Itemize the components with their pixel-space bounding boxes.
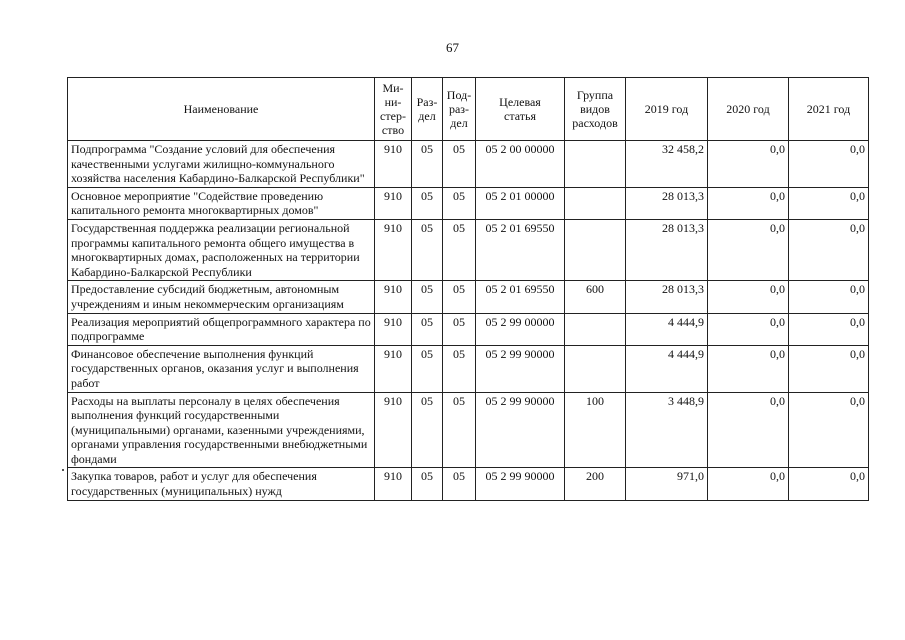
page-number: 67 bbox=[446, 40, 459, 55]
cell-subsection: 05 bbox=[443, 141, 476, 188]
cell-expense-group: 600 bbox=[565, 281, 626, 313]
table-row bbox=[68, 313, 869, 345]
header-name: Наименование bbox=[68, 78, 375, 141]
cell-2019: 3 448,9 bbox=[626, 392, 708, 468]
cell-name: Закупка товаров, работ и услуг для обеспечения государственных (муниципальных) нужд bbox=[68, 468, 375, 500]
cell-2019: 28 013,3 bbox=[626, 219, 708, 280]
cell-expense-group bbox=[565, 345, 626, 392]
cell-2019: 28 013,3 bbox=[626, 187, 708, 219]
cell-section: 05 bbox=[412, 392, 443, 468]
cell-expense-group bbox=[565, 141, 626, 188]
header-target-article-line: статья bbox=[504, 109, 536, 123]
cell-2020: 0,0 bbox=[708, 392, 789, 468]
cell-2021: 0,0 bbox=[789, 281, 869, 313]
cell-ministry: 910 bbox=[375, 141, 412, 188]
cell-2021: 0,0 bbox=[789, 187, 869, 219]
cell-name: Основное мероприятие "Содействие проведению капитального ремонта многоквартирных домов" bbox=[68, 187, 375, 219]
cell-expense-group: 200 bbox=[565, 468, 626, 500]
cell-2021: 0,0 bbox=[789, 392, 869, 468]
cell-ministry: 910 bbox=[375, 281, 412, 313]
cell-target-article: 05 2 99 90000 bbox=[476, 345, 565, 392]
table-row bbox=[68, 281, 869, 313]
cell-expense-group bbox=[565, 187, 626, 219]
cell-2019: 4 444,9 bbox=[626, 313, 708, 345]
cell-section: 05 bbox=[412, 219, 443, 280]
cell-ministry: 910 bbox=[375, 392, 412, 468]
cell-subsection: 05 bbox=[443, 219, 476, 280]
cell-subsection: 05 bbox=[443, 345, 476, 392]
table-header bbox=[68, 78, 869, 141]
header-row bbox=[68, 78, 869, 141]
cell-target-article: 05 2 99 00000 bbox=[476, 313, 565, 345]
cell-2019: 4 444,9 bbox=[626, 345, 708, 392]
cell-2020: 0,0 bbox=[708, 141, 789, 188]
table-row bbox=[68, 219, 869, 280]
cell-target-article: 05 2 01 69550 bbox=[476, 219, 565, 280]
cell-ministry: 910 bbox=[375, 468, 412, 500]
cell-expense-group bbox=[565, 313, 626, 345]
cell-name: Подпрограмма "Создание условий для обеспечения качественными услугами жилищно-коммунального хозяйства населения Кабардино-Балкарской Республики" bbox=[68, 141, 375, 188]
cell-2019: 28 013,3 bbox=[626, 281, 708, 313]
cell-ministry: 910 bbox=[375, 345, 412, 392]
header-expense-group-line: Группа bbox=[576, 88, 614, 102]
cell-subsection: 05 bbox=[443, 392, 476, 468]
header-target-article-line: Целевая bbox=[499, 95, 541, 109]
cell-2020: 0,0 bbox=[708, 468, 789, 500]
header-year-2020: 2020 год bbox=[708, 78, 789, 141]
header-expense-group bbox=[565, 78, 626, 141]
header-subsection-line: Под- bbox=[446, 88, 472, 102]
cell-name: Расходы на выплаты персоналу в целях обеспечения выполнения функций государственными (муниципальными) органами, казенными учреждениями, органами управления государственными внебюджетными фондами bbox=[68, 392, 375, 468]
header-target-article bbox=[476, 78, 565, 141]
header-ministry bbox=[375, 78, 412, 141]
cell-section: 05 bbox=[412, 187, 443, 219]
cell-2021: 0,0 bbox=[789, 141, 869, 188]
header-expense-group-line: расходов bbox=[572, 116, 618, 130]
table-row bbox=[68, 187, 869, 219]
cell-subsection: 05 bbox=[443, 187, 476, 219]
cell-name: Финансовое обеспечение выполнения функций государственных органов, оказания услуг и выполнения работ bbox=[68, 345, 375, 392]
cell-subsection: 05 bbox=[443, 468, 476, 500]
cell-section: 05 bbox=[412, 468, 443, 500]
cell-expense-group bbox=[565, 219, 626, 280]
cell-2019: 32 458,2 bbox=[626, 141, 708, 188]
header-section-line: Раз- bbox=[416, 95, 438, 109]
cell-ministry: 910 bbox=[375, 313, 412, 345]
header-section-line: дел bbox=[418, 109, 436, 123]
cell-target-article: 05 2 99 90000 bbox=[476, 468, 565, 500]
header-subsection-line: раз- bbox=[448, 102, 470, 116]
cell-name: Государственная поддержка реализации региональной программы капитального ремонта общего имущества в многоквартирных домах, расположенных на территории Кабардино-Балкарской Республики bbox=[68, 219, 375, 280]
cell-target-article: 05 2 99 90000 bbox=[476, 392, 565, 468]
header-subsection bbox=[443, 78, 476, 141]
budget-table bbox=[67, 77, 869, 501]
header-section bbox=[412, 78, 443, 141]
header-ministry-line: Ми- bbox=[382, 81, 404, 95]
cell-name: Реализация мероприятий общепрограммного характера по подпрограмме bbox=[68, 313, 375, 345]
header-ministry-line: стер- bbox=[380, 109, 406, 123]
cell-2020: 0,0 bbox=[708, 219, 789, 280]
header-year-2021: 2021 год bbox=[789, 78, 869, 141]
header-expense-group-line: видов bbox=[580, 102, 610, 116]
cell-name: Предоставление субсидий бюджетным, автономным учреждениям и иным некоммерческим организациям bbox=[68, 281, 375, 313]
cell-subsection: 05 bbox=[443, 313, 476, 345]
header-subsection-line: дел bbox=[450, 116, 468, 130]
cell-2021: 0,0 bbox=[789, 468, 869, 500]
table-body bbox=[68, 141, 869, 501]
cell-subsection: 05 bbox=[443, 281, 476, 313]
table-row bbox=[68, 141, 869, 188]
cell-expense-group: 100 bbox=[565, 392, 626, 468]
cell-section: 05 bbox=[412, 345, 443, 392]
table-row bbox=[68, 345, 869, 392]
cell-section: 05 bbox=[412, 141, 443, 188]
table-row bbox=[68, 392, 869, 468]
cell-2020: 0,0 bbox=[708, 187, 789, 219]
cell-2020: 0,0 bbox=[708, 345, 789, 392]
cell-target-article: 05 2 00 00000 bbox=[476, 141, 565, 188]
cell-2020: 0,0 bbox=[708, 281, 789, 313]
cell-2021: 0,0 bbox=[789, 313, 869, 345]
cell-2020: 0,0 bbox=[708, 313, 789, 345]
cell-ministry: 910 bbox=[375, 187, 412, 219]
cell-section: 05 bbox=[412, 313, 443, 345]
header-year-2019: 2019 год bbox=[626, 78, 708, 141]
cell-ministry: 910 bbox=[375, 219, 412, 280]
cell-target-article: 05 2 01 69550 bbox=[476, 281, 565, 313]
cell-2019: 971,0 bbox=[626, 468, 708, 500]
cell-2021: 0,0 bbox=[789, 219, 869, 280]
scan-speck bbox=[62, 469, 64, 471]
cell-section: 05 bbox=[412, 281, 443, 313]
cell-2021: 0,0 bbox=[789, 345, 869, 392]
header-ministry-line: ни- bbox=[384, 95, 402, 109]
cell-target-article: 05 2 01 00000 bbox=[476, 187, 565, 219]
header-ministry-line: ство bbox=[381, 123, 405, 137]
table-row bbox=[68, 468, 869, 500]
